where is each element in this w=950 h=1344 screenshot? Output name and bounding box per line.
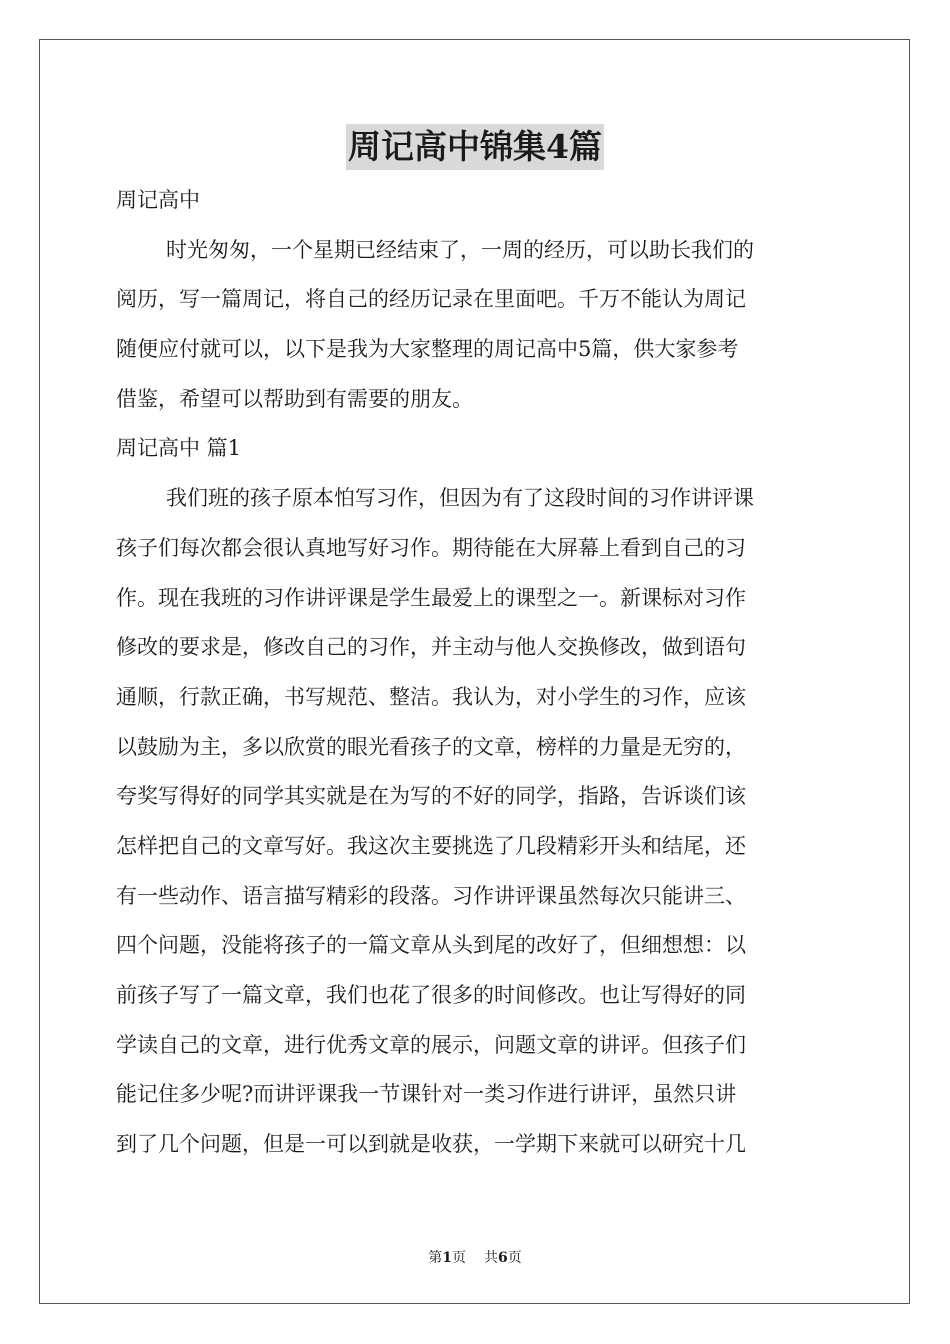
text-line: 阅历，写一篇周记，将自己的经历记录在里面吧。千万不能认为周记: [116, 287, 746, 312]
page-footer: [0, 1247, 950, 1267]
text-line: 时光匆匆，一个星期已经结束了，一周的经历，可以助长我们的: [166, 237, 754, 262]
total-label-unit: 页: [507, 1250, 522, 1266]
text-line: 周记高中 篇1: [116, 436, 242, 461]
page-label-prefix: 第: [428, 1250, 443, 1266]
text-line: 随便应付就可以，以下是我为大家整理的周记高中5篇，供大家参考: [116, 337, 739, 362]
text-line: 有一些动作、语言描写精彩的段落。习作讲评课虽然每次只能讲三、: [116, 883, 746, 908]
text-line: 前孩子写了一篇文章，我们也花了很多的时间修改。也让写得好的同: [116, 983, 746, 1007]
text-line: 怎样把自己的文章写好。我这次主要挑选了几段精彩开头和结尾，还: [116, 833, 746, 858]
total-label-prefix: 共: [484, 1250, 498, 1266]
current-page-number: 1: [442, 1250, 452, 1266]
total-page-number: 6: [498, 1250, 508, 1266]
text-line: 作。现在我班的习作讲评课是学生最爱上的课型之一。新课标对习作: [116, 585, 746, 610]
text-line: 能记住多少呢?而讲评课我一节课针对一类习作进行讲评，虽然只讲: [116, 1082, 737, 1107]
text-line: 修改的要求是，修改自己的习作，并主动与他人交换修改，做到语句: [116, 635, 746, 660]
text-line: 借鉴，希望可以帮助到有需要的朋友。: [116, 386, 473, 411]
page-label-unit: 页: [452, 1250, 466, 1266]
text-line: 学读自己的文章，进行优秀文章的展示，问题文章的讲评。但孩子们: [116, 1032, 746, 1057]
text-line: 到了几个问题，但是一可以到就是收获，一学期下来就可以研究十几: [116, 1132, 746, 1157]
text-line: 以鼓励为主，多以欣赏的眼光看孩子的文章，榜样的力量是无穷的，: [116, 734, 746, 759]
text-line: 夸奖写得好的同学其实就是在为写的不好的同学，指路，告诉谈们该: [116, 784, 746, 809]
text-line: 孩子们每次都会很认真地写好习作。期待能在大屏幕上看到自己的习: [116, 535, 746, 560]
text-line: 周记高中: [116, 188, 200, 212]
text-line: 四个问题，没能将孩子的一篇文章从头到尾的改好了，但细想想：以: [116, 933, 746, 958]
document-body: [116, 180, 836, 1174]
document-title: 周记高中锦集4篇: [346, 124, 604, 170]
text-line: 通顺，行款正确，书写规范、整洁。我认为，对小学生的习作，应该: [116, 684, 746, 709]
title-block: [0, 124, 950, 170]
text-line: 我们班的孩子原本怕写习作，但因为有了这段时间的习作讲评课: [166, 486, 754, 511]
